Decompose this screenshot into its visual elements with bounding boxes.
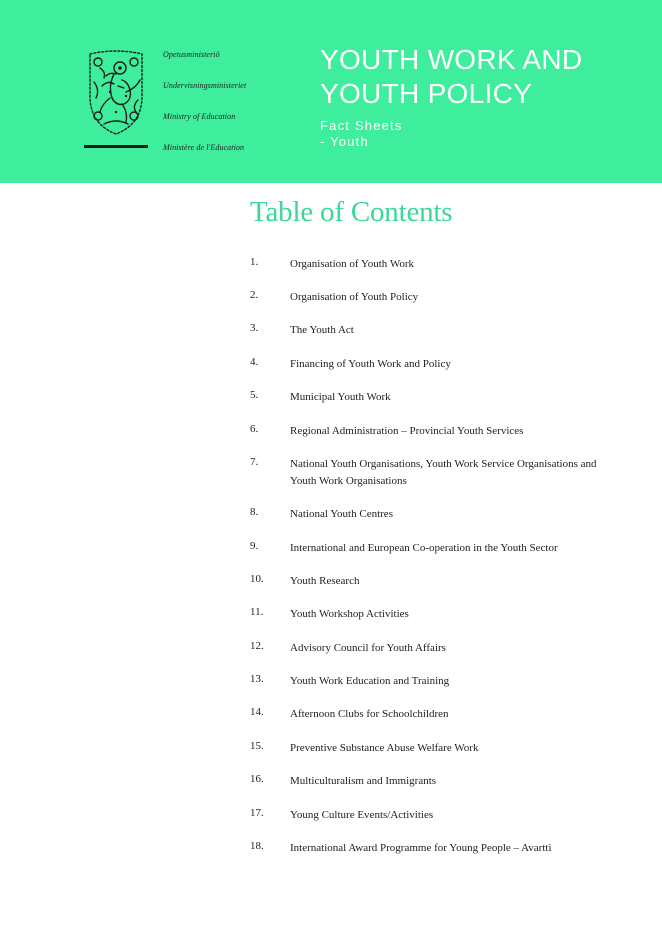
toc-item-number: 9. — [250, 540, 259, 552]
toc-item-label: Financing of Youth Work and Policy — [290, 358, 451, 370]
document-subtitle — [320, 118, 520, 150]
toc-heading: Table of Contents — [250, 196, 453, 228]
toc-item-label: International and European Co-operation in the Youth Sector — [290, 542, 558, 554]
toc-item-number: 6. — [250, 423, 259, 435]
toc-item-label: Organisation of Youth Policy — [290, 291, 419, 303]
toc-item-label: Multiculturalism and Immigrants — [290, 775, 437, 787]
ministry-name-fr: Ministère de l'Education — [163, 143, 245, 152]
subtitle-line: - Youth — [320, 134, 369, 149]
toc-item-label: National Youth Organisations, Youth Work Service Organisations and Youth Work Organisations — [290, 458, 597, 487]
coat-of-arms-icon — [80, 46, 152, 138]
toc-item-number: 12. — [250, 640, 264, 652]
toc-item-number: 3. — [250, 322, 259, 334]
toc-item-label: Youth Workshop Activities — [290, 608, 409, 620]
ministry-name-en: Ministry of Education — [163, 112, 236, 121]
document-title — [320, 43, 650, 111]
toc-item-number: 5. — [250, 389, 259, 401]
toc-item-label: Youth Work Education and Training — [290, 675, 450, 687]
toc-item-label: Preventive Substance Abuse Welfare Work — [290, 742, 479, 754]
toc-item-label: Young Culture Events/Activities — [290, 809, 434, 821]
title-line: YOUTH POLICY — [320, 78, 533, 109]
ministry-name-fi: Opetusministeriö — [163, 50, 220, 59]
toc-item-number: 1. — [250, 256, 259, 268]
header-band — [0, 0, 662, 183]
toc-item-number: 15. — [250, 740, 264, 752]
toc-item-label: International Award Programme for Young People – Avartti — [290, 842, 552, 854]
toc-item-number: 8. — [250, 506, 259, 518]
toc-item-number: 14. — [250, 706, 264, 718]
toc-item-label: Municipal Youth Work — [290, 391, 391, 403]
title-line: YOUTH WORK AND — [320, 44, 583, 75]
toc-item-label: Youth Research — [290, 575, 360, 587]
toc-item-number: 11. — [250, 606, 264, 618]
toc-item-number: 2. — [250, 289, 259, 301]
toc-item-number: 18. — [250, 840, 264, 852]
toc-item-number: 16. — [250, 773, 264, 785]
toc-item-label: Organisation of Youth Work — [290, 258, 414, 270]
toc-item-number: 13. — [250, 673, 264, 685]
ministry-name-block — [163, 50, 283, 174]
toc-item-number: 4. — [250, 356, 259, 368]
toc-item-label: The Youth Act — [290, 324, 354, 336]
toc-item-number: 17. — [250, 807, 264, 819]
toc-item-number: 7. — [250, 456, 259, 468]
toc-item-label: Regional Administration – Provincial Youth Services — [290, 425, 524, 437]
subtitle-line: Fact Sheets — [320, 118, 403, 133]
toc-item-label: Advisory Council for Youth Affairs — [290, 642, 446, 654]
toc-item-number: 10. — [250, 573, 264, 585]
ministry-name-sv: Undervisningsministeriet — [163, 81, 247, 90]
toc-item-label: National Youth Centres — [290, 508, 393, 520]
toc-item-label: Afternoon Clubs for Schoolchildren — [290, 708, 449, 720]
crest-underline — [84, 145, 148, 148]
